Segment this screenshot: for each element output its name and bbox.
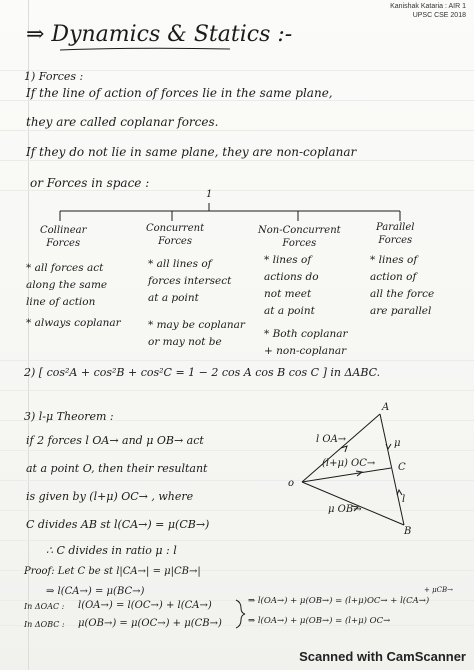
tree-root-label: 1 bbox=[206, 189, 213, 200]
body-line: * may be coplanar bbox=[148, 319, 245, 331]
body-line: line of action bbox=[26, 296, 96, 308]
brace-stroke bbox=[236, 600, 245, 628]
exam-credit: UPSC CSE 2018 bbox=[412, 12, 466, 19]
body-line: not meet bbox=[264, 288, 312, 300]
proof-line-2: ⇒ l(CA→) = μ(BC→) bbox=[46, 586, 145, 597]
proof-line-3: l(OA→) = l(OC→) + l(CA→) bbox=[78, 600, 212, 611]
head-line: Concurrent bbox=[146, 223, 205, 234]
trig-identity: 2) [ cos²A + cos²B + cos²C = 1 − 2 cos A cos B cos C ] in ΔABC. bbox=[24, 366, 381, 379]
force-l-label: l OA→ bbox=[316, 434, 347, 445]
theorem-line-4: C divides AB st l(CA→) = μ(CB→) bbox=[26, 518, 210, 531]
forces-line-2: they are called coplanar forces. bbox=[26, 115, 219, 129]
proof-rhs-2: ⇒ l(OA→) + μ(OB→) = (l+μ) OC→ bbox=[248, 616, 391, 626]
proof-rhs-1: ⇒ l(OA→) + μ(OB→) = (l+μ)OC→ + l(CA→) bbox=[248, 596, 430, 606]
point-C-label: C bbox=[398, 462, 406, 473]
forces-line-4: or Forces in space : bbox=[30, 176, 150, 190]
body-line: along the same bbox=[26, 279, 108, 291]
proof-note: + μCB→ bbox=[424, 586, 454, 594]
theorem-line-3: is given by (l+μ) OC→ , where bbox=[26, 490, 194, 503]
body-line: * Both coplanar bbox=[264, 328, 348, 340]
body-line: * all lines of bbox=[148, 258, 212, 270]
body-line: or may not be bbox=[148, 336, 222, 348]
proof-line-3-label: In ΔOAC : bbox=[24, 602, 65, 611]
forces-line-3: If they do not lie in same plane, they are non-coplanar bbox=[26, 145, 357, 159]
scanner-watermark: Scanned with CamScanner bbox=[299, 649, 466, 664]
body-line: at a point bbox=[264, 305, 315, 317]
page-title: ⇒ Dynamics & Statics :- bbox=[26, 22, 293, 47]
body-line: all the force bbox=[370, 288, 435, 300]
point-B-label: B bbox=[404, 526, 412, 537]
theorem-line-5: ∴ C divides in ratio μ : l bbox=[46, 544, 177, 557]
segment-l-label: l bbox=[402, 494, 406, 505]
head-line: Parallel bbox=[376, 222, 415, 233]
body-line: action of bbox=[370, 271, 417, 283]
head-line: Forces bbox=[46, 238, 81, 249]
theorem-heading: 3) l-μ Theorem : bbox=[24, 410, 114, 423]
head-line: Forces bbox=[158, 236, 192, 247]
body-line: * all forces act bbox=[26, 262, 104, 274]
proof-line-1: Proof: Let C be st l|CA→| = μ|CB→| bbox=[24, 566, 201, 577]
theorem-line-2: at a point O, then their resultant bbox=[26, 462, 208, 475]
point-O-label: o bbox=[288, 478, 295, 489]
author-credit: Kanishak Kataria : AIR 1 bbox=[390, 3, 466, 10]
head-line: Forces bbox=[378, 235, 413, 246]
head-line: Forces bbox=[282, 238, 317, 249]
proof-line-4: μ(OB→) = μ(OC→) + μ(CB→) bbox=[78, 618, 222, 629]
body-line: are parallel bbox=[370, 305, 432, 317]
head-line: Collinear bbox=[40, 225, 87, 236]
force-mu-label: μ OB→ bbox=[328, 504, 362, 515]
body-line: * always coplanar bbox=[26, 317, 121, 329]
body-line: forces intersect bbox=[148, 275, 232, 287]
force-resultant-label: (l+μ) OC→ bbox=[322, 458, 376, 469]
head-line: Non-Concurrent bbox=[258, 225, 341, 236]
theorem-line-1: if 2 forces l OA→ and μ OB→ act bbox=[26, 434, 204, 447]
forces-line-1: If the line of action of forces lie in the same plane, bbox=[26, 86, 333, 100]
body-line: * lines of bbox=[264, 254, 312, 266]
body-line: * lines of bbox=[370, 254, 418, 266]
forces-heading: 1) Forces : bbox=[24, 70, 84, 83]
body-line: actions do bbox=[264, 271, 319, 283]
proof-line-4-label: In ΔOBC : bbox=[24, 620, 65, 629]
segment-mu-label: μ bbox=[394, 438, 401, 449]
body-line: at a point bbox=[148, 292, 199, 304]
body-line: + non-coplanar bbox=[264, 345, 347, 357]
point-A-label: A bbox=[382, 402, 390, 413]
